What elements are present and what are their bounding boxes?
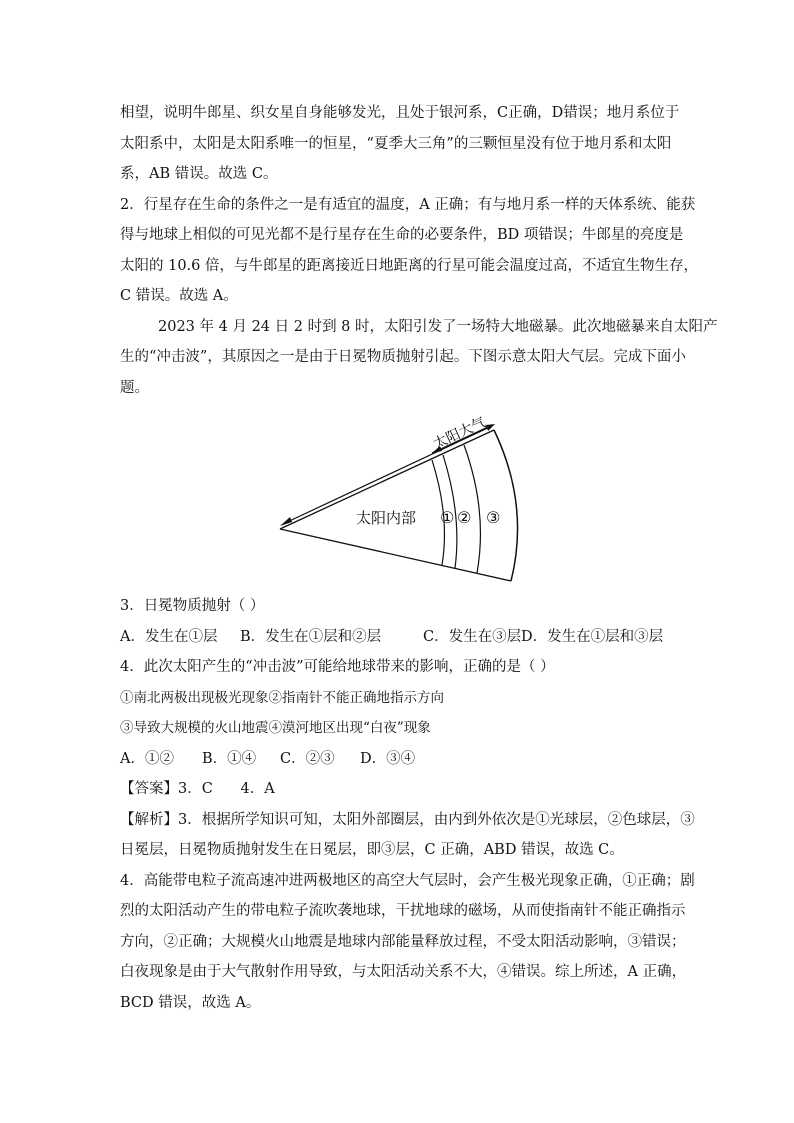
sun-atmosphere-diagram <box>120 413 680 585</box>
layer-label-2: ② <box>457 508 472 527</box>
layer-label-3: ③ <box>486 508 501 527</box>
analysis-line: BCD 错误，故选 A。 <box>120 994 261 1011</box>
question-4-options <box>120 744 680 775</box>
interior-label: 太阳内部 <box>356 509 417 527</box>
text-line: 得与地球上相似的可见光都不是行星存在生命的必要条件，BD 项错误；牛郎星的亮度是 <box>120 227 684 243</box>
q3-option-b: B．发生在①层和②层 <box>240 628 382 645</box>
text-line: C 错误。故选 A。 <box>120 288 238 304</box>
analysis-line: 【解析】3．根据所学知识可知，太阳外部圈层，由内到外依次是①光球层，②色球层，③ <box>120 811 695 828</box>
intro-line: 2023 年 4 月 24 日 2 时到 8 时，太阳引发了一场特大地磁暴。此次地磁暴来自太阳产 <box>158 318 718 335</box>
q3-option-d: D．发生在①层和③层 <box>521 628 664 645</box>
q4-option-c: C．②③ <box>280 750 335 767</box>
analysis-line: 方向，②正确；大规模火山地震是地球内部能量释放过程，不受太阳活动影响，③错误； <box>120 933 686 950</box>
sector-outer-arc <box>494 430 518 581</box>
intro-line: 题。 <box>120 379 149 396</box>
text-line: 系，AB 错误。故选 C。 <box>120 166 278 182</box>
question-4-statement: ③导致大规模的火山地震④漠河地区出现“白夜”现象 <box>120 720 431 736</box>
sector-lower-edge <box>280 529 511 581</box>
question-3-options <box>120 622 680 653</box>
diagram-svg <box>120 413 680 585</box>
atmosphere-label: 太阳大气 <box>430 414 489 453</box>
analysis-line: 烈的太阳活动产生的带电粒子流吹袭地球，干扰地球的磁场，从而使指南针不能正确指示 <box>120 903 686 919</box>
q4-option-d: D．③④ <box>360 750 416 767</box>
analysis-line: 白夜现象是由于大气散射作用导致，与太阳活动关系不大，④错误。综上所述，A 正确， <box>120 964 687 980</box>
document-content <box>120 98 718 1018</box>
question-4-statement: ①南北两极出现极光现象②指南针不能正确地指示方向 <box>120 689 444 706</box>
text-line: 2．行星存在生命的条件之一是有适宜的温度，A 正确；有与地月系一样的天体系统、能获 <box>120 196 696 213</box>
answer-line: 【答案】3．C 4．A <box>120 781 275 797</box>
q3-option-a: A．发生在①层 <box>120 628 218 645</box>
q3-option-c: C．发生在③层 <box>423 628 522 645</box>
q4-option-b: B．①④ <box>202 750 257 767</box>
layer-label-1: ① <box>440 508 455 527</box>
intro-line: 生的“冲击波”，其原因之一是由于日冕物质抛射引起。下图示意太阳大气层。完成下面小 <box>120 349 686 365</box>
q4-option-a: A．①② <box>120 750 174 767</box>
text-line: 太阳的 10.6 倍，与牛郎星的距离接近日地距离的行星可能会温度过高，不适宜生物生存， <box>120 257 698 274</box>
question-4-stem: 4．此次太阳产生的“冲击波”可能给地球带来的影响，正确的是（ ） <box>120 659 555 675</box>
analysis-line: 4．高能带电粒子流高速冲进两极地区的高空大气层时，会产生极光现象正确，①正确；剧 <box>120 872 695 889</box>
text-line: 太阳系中，太阳是太阳系唯一的恒星，“夏季大三角”的三颗恒星没有位于地月系和太阳 <box>120 135 672 152</box>
question-3-stem: 3．日冕物质抛射（ ） <box>120 598 265 614</box>
text-line: 相望，说明牛郎星、织女星自身能够发光，且处于银河系，C正确，D错误；地月系位于 <box>120 105 680 121</box>
analysis-line: 日冕层，日冕物质抛射发生在日冕层，即③层，C 正确，ABD 错误，故选 C。 <box>120 842 624 858</box>
